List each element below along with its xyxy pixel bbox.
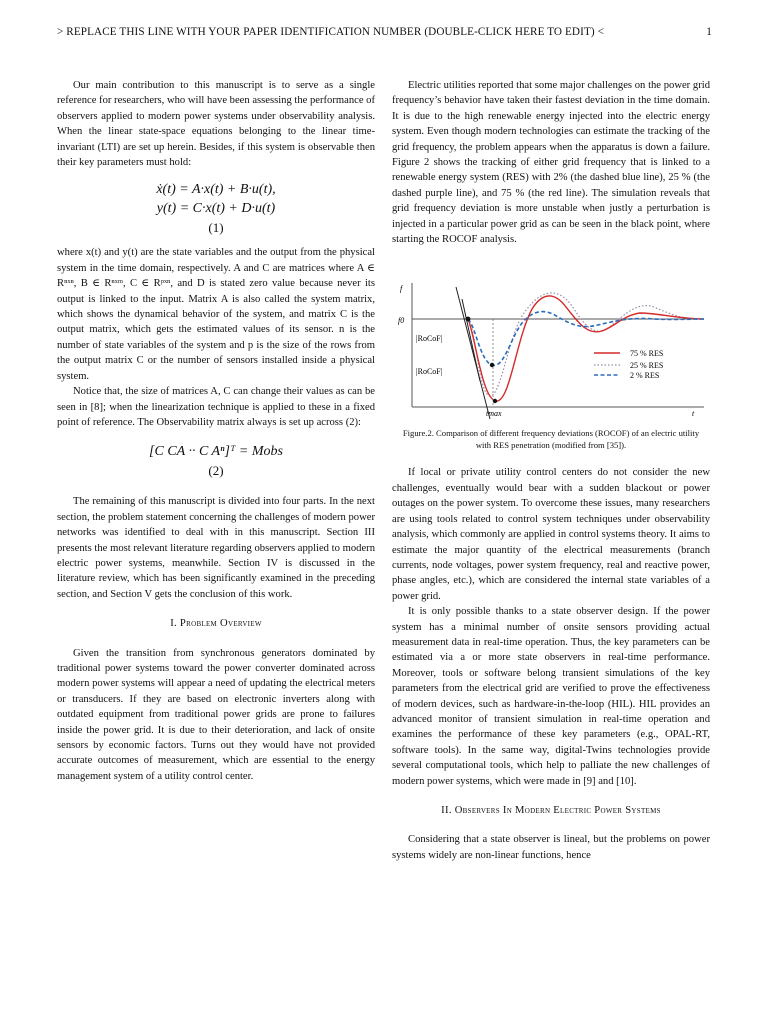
equation-1-line-2: y(t) = C·x(t) + D·u(t) — [156, 201, 276, 217]
curve-75-res — [468, 296, 704, 401]
right-column — [392, 78, 710, 863]
left-paragraph-3: Notice that, the size of matrices A, C can change their values as can be seen in [8]; when the linearization technique is applied to these in a fixed point of reference. The Observability matrix always is set up across (2): — [57, 386, 375, 428]
equation-1-number: (1) — [208, 220, 224, 236]
x-axis-label: t — [692, 409, 695, 419]
figure-caption: Figure.2. Comparison of different frequency deviations (ROCOF) of an electric utility with RES penetration (modified from [35]). — [402, 428, 700, 451]
rocof-label-1: |RoCoF| — [416, 334, 443, 344]
legend-label-75: 75 % RES — [630, 349, 664, 359]
header-title: > REPLACE THIS LINE WITH YOUR PAPER IDENTIFICATION NUMBER (DOUBLE-CLICK HERE TO EDIT) < — [57, 26, 605, 38]
rocof-tangent-steep — [456, 287, 490, 419]
min-point-75-res — [493, 399, 497, 403]
left-column — [57, 78, 375, 784]
legend-label-25: 25 % RES — [630, 361, 664, 371]
y-axis-label: f — [400, 284, 403, 294]
section-2-number: II. — [441, 805, 452, 816]
left-paragraph-5: Given the transition from synchronous generators dominated by traditional power systems toward the power converter dominated across modern power systems will appear a need of updating the electrical meters or transducers. If they are based on electronic inverters along with outdated equipment from traditional power grids are prone to failures inside the power grid. It is due to their deterioration, and lack of onsite sensors by economic factors. Turns out they would have not provided accurate outcomes of measurement, which are essential to the energy management system of a utility control center. — [57, 647, 375, 782]
equation-2-number: (2) — [208, 463, 224, 479]
frequency-plot — [392, 269, 710, 419]
right-paragraph-3: It is only possible thanks to a state observer design. If the power system has a minimal number of onsite sensors providing actual measurement data in real-time operation. Thus, the key parameters can be estimated via a or more state observers in real-time performance. Moreover, tools or software belong transient simulations of the key parameters from the electrical grid are verified to prove the effectiveness of modern devices, such as hardware-in-the-loop (HIL). HIL provides an advanced monitor of transient simulation in real-time operation and examines the performance of these key parameters (e.g., OPAL-RT, software tools). In the same way, digital-Twins technologies provide several computational tools, which help to palliate the new challenges of modern power systems, which were made in [9] and [10]. — [392, 606, 710, 787]
right-paragraph-4: Considering that a state observer is lineal, but the problems on power systems widely are non-linear functions, hence — [392, 834, 710, 861]
section-heading-2 — [392, 803, 710, 818]
left-paragraph-2: where x(t) and y(t) are the state variables and the output from the physical system in the time domain, respectively. A and C are matrices where A ∈ Rⁿˣⁿ, B ∈ Rⁿˣᵐ, C ∈ Rᵖˣⁿ, and D is stated zero value because never its output is linked to the input. Matrix A is also called the system matrix, which shows the dynamical behavior of the system, and matrix C is the output matrix, which gets the estimated values of its sensor. n is the number of state variables of the system and p is the size of the rows from the output matrix C or the number of sensors installed inside a physical system. — [57, 247, 375, 382]
section-1-number: I. — [170, 618, 177, 630]
legend-label-2: 2 % RES — [630, 371, 660, 381]
min-point-2-res — [490, 363, 494, 367]
left-paragraph-4: The remaining of this manuscript is divided into four parts. In the next section, the problem statement concerning the challenges of modern power networks was identified to deal with in this manuscript. Section III presents the most relevant literature regarding observers applied to modern electric power systems, meanwhile. Section IV is discussed in the literature review, which has been significantly examined in the preceding section, and Section V gets the conclusion of this work. — [57, 496, 375, 600]
left-paragraph-1: Our main contribution to this manuscript is to serve as a single reference for researchers, who will have been assessing the performance of observers applied to modern power systems under observability analysis. When the linear state-space equations belonging to the linear time-invariant (LTI) are set up herein. Besides, if this system is observable then their key parameters must hold: — [57, 80, 375, 169]
frequency-deviation-figure — [392, 269, 710, 419]
equation-1-line-1: ẋ(t) = A·x(t) + B·u(t), — [156, 182, 276, 198]
section-2-title: Observers In Modern Electric Power Systems — [454, 805, 661, 816]
perturbation-point — [466, 317, 471, 322]
section-1-title: Problem Overview — [179, 618, 262, 630]
curve-25-res — [468, 293, 704, 396]
page-number: 1 — [706, 26, 712, 38]
equation-2-line: [C CA ·· C Aⁿ]ᵀ = Mobs — [149, 444, 283, 460]
equation-2 — [57, 442, 375, 480]
f0-label: f0 — [398, 316, 405, 326]
curve-2-res — [468, 312, 704, 366]
rocof-label-2: |RoCoF| — [416, 367, 443, 377]
section-heading-1 — [57, 616, 375, 631]
page-header — [57, 26, 712, 38]
right-paragraph-2: If local or private utility control centers do not consider the new challenges, eventually would bear with a sudden blackout or power outages on the power system. To overcome these issues, many researchers are using tools related to control system techniques under observability analysis, which commonly are applied in control systems theory. It aims to estimate the major quantity of the electrical measurements (branch currents, node voltages, power system frequency, real and reactive power, phase angles, etc.), which are considered the internal state variables of a power grid. — [392, 467, 710, 602]
right-paragraph-1: Electric utilities reported that some major challenges on the power grid frequency’s behavior have taken their fastest deviation in the time domain. It is due to the high renewable energy injected into the electric energy system. Even though modern technologies can estimate the tracking of the grid frequency, the problem appears when the apparatus is down a failure. Figure 2 shows the tracking of either grid frequency that is linked to a renewable energy system (RES) with 2% (the dashed blue line), 25 % (the dashed purple line), and 75 % (the red line). The simulation reveals that grid frequency deviation is more unstable when justly a perturbation is injected in a particular power grid as can be seen in the black point, where starting the ROCOF analysis. — [392, 80, 710, 246]
legend — [594, 349, 663, 380]
equation-1 — [57, 180, 375, 237]
tmax-label: tmax — [486, 409, 502, 419]
